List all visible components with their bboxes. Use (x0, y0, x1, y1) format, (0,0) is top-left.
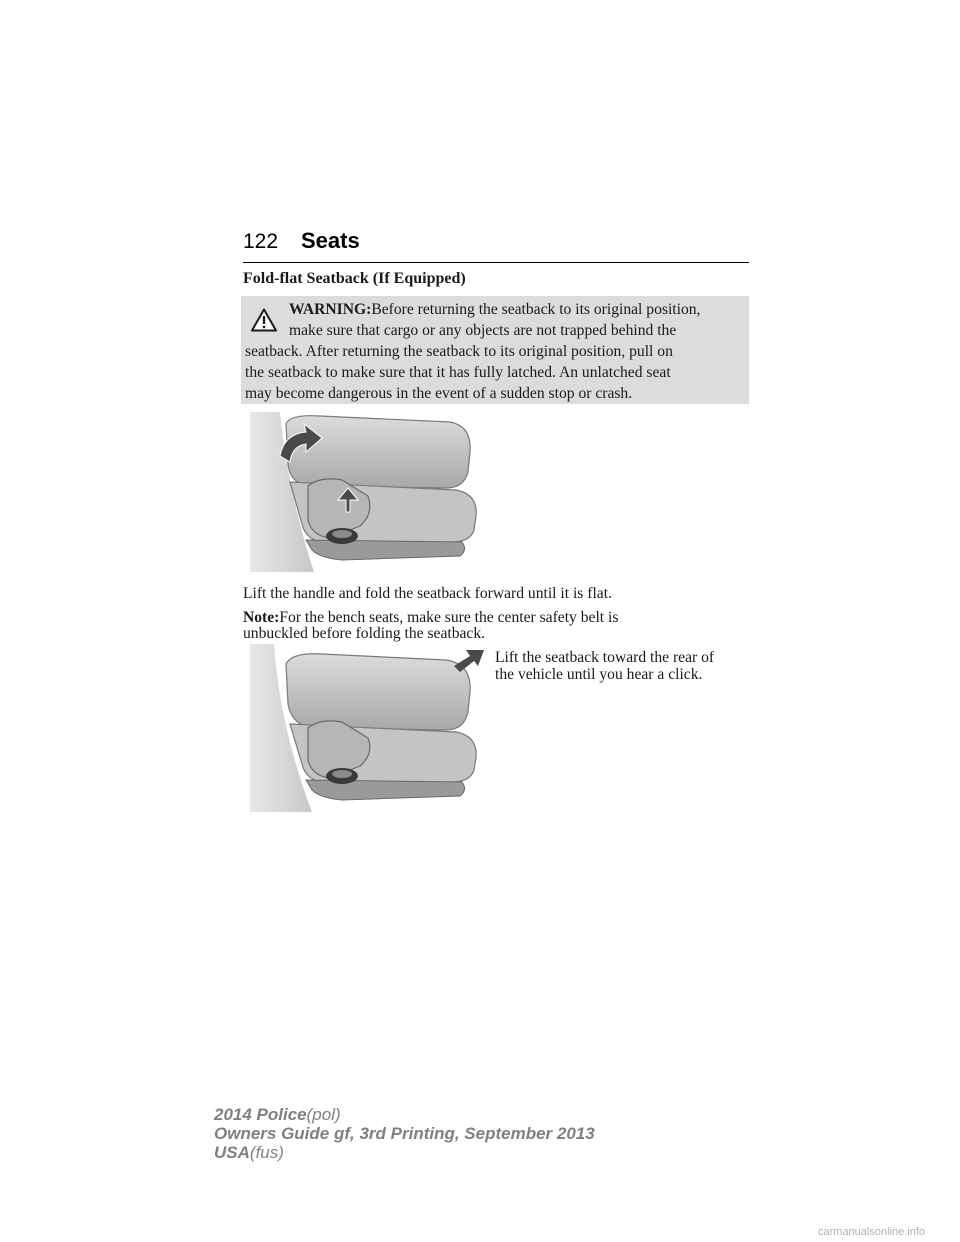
warning-line: make sure that cargo or any objects are not trapped behind the (289, 322, 677, 339)
seat-return-illustration (250, 644, 482, 812)
warning-line: WARNING:Before returning the seatback to its original position, (289, 301, 701, 318)
watermark: carmanualsonline.info (818, 1226, 926, 1238)
warning-line: may become dangerous in the event of a sudden stop or crash. (245, 385, 633, 402)
footer (214, 1105, 595, 1162)
footer-line: 2014 Police(pol) (214, 1105, 341, 1124)
note-line: Note:For the bench seats, make sure the center safety belt is (243, 609, 619, 626)
step2-line: the vehicle until you hear a click. (495, 666, 703, 683)
lift-arrow-icon (450, 644, 486, 674)
page-number: 122 (243, 230, 279, 253)
warning-label: WARNING: (289, 301, 372, 318)
warning-box (241, 296, 749, 404)
step1-text: Lift the handle and fold the seatback forward until it is flat. (243, 585, 612, 602)
warning-triangle-icon (251, 308, 277, 332)
seat-fold-illustration (250, 412, 482, 572)
note-label: Note: (243, 609, 280, 626)
subsection-heading: Fold-flat Seatback (If Equipped) (243, 270, 466, 287)
section-title: Seats (301, 228, 360, 253)
page-header (243, 228, 749, 263)
footer-line: USA(fus) (214, 1143, 284, 1162)
note-line: unbuckled before folding the seatback. (243, 625, 486, 642)
warning-line: seatback. After returning the seatback to its original position, pull on (245, 343, 673, 360)
footer-line: Owners Guide gf, 3rd Printing, September 2013 (214, 1124, 595, 1143)
warning-line: the seatback to make sure that it has fully latched. An unlatched seat (245, 364, 671, 381)
step2-line: Lift the seatback toward the rear of (495, 649, 715, 666)
